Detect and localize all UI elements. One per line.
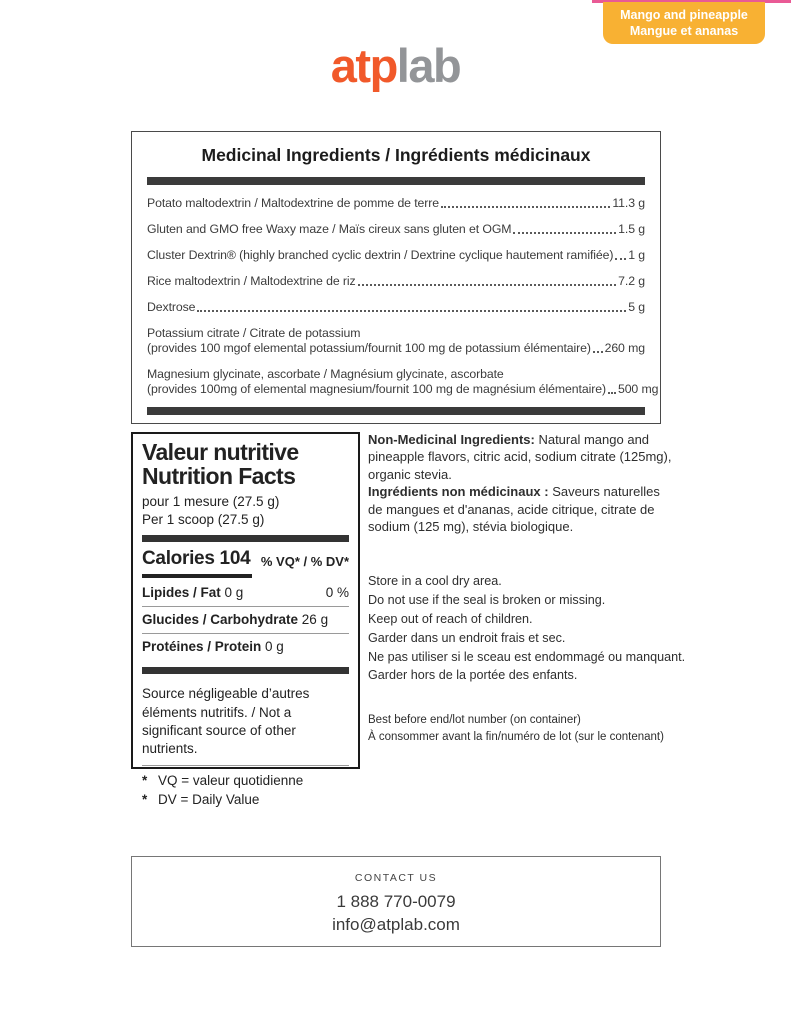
logo-atp: atp xyxy=(330,39,397,92)
footnote-mark: * xyxy=(142,772,148,788)
nutrient-amount: 0 g xyxy=(261,639,284,655)
nutrient-amount: 26 g xyxy=(298,612,329,628)
storage-line: Garder dans un endroit frais et sec. xyxy=(368,630,566,645)
ingredient-row xyxy=(147,196,645,211)
ingredient-name: Cluster Dextrin® (highly branched cyclic dextrin / Dextrine cyclique hautement ramifiée) xyxy=(147,248,614,262)
footnote-text: DV = Daily Value xyxy=(158,791,260,807)
ingredient-row xyxy=(147,300,645,315)
ingredient-name-line1: Potassium citrate / Citrate de potassium xyxy=(147,326,361,340)
medicinal-ingredients-panel xyxy=(131,131,661,424)
thick-rule xyxy=(142,667,349,674)
nutrition-facts-panel xyxy=(131,432,360,807)
nutrient-amount: 0 g xyxy=(220,585,244,601)
divider-bar-bottom xyxy=(147,407,645,415)
nutrition-title-en: Nutrition Facts xyxy=(142,462,296,489)
contact-phone: 1 888 770-0079 xyxy=(336,892,456,911)
dot-leader xyxy=(593,351,603,353)
dot-leader xyxy=(358,284,617,286)
dot-leader xyxy=(608,392,616,394)
contact-heading: CONTACT US xyxy=(354,872,438,884)
ingredient-amount: 500 mg xyxy=(617,382,659,396)
ingredient-amount: 7.2 g xyxy=(618,274,645,288)
nutrition-note: Source négligeable d’autres éléments nutritifs. / Not a significant source of other nutrients. xyxy=(142,686,310,756)
ingredient-name: Potato maltodextrin / Maltodextrine de pomme de terre xyxy=(147,196,440,210)
nutrient-row xyxy=(142,633,349,660)
contact-email: info@atplab.com xyxy=(332,915,460,934)
ingredient-name: Rice maltodextrin / Maltodextrine de riz xyxy=(147,274,356,288)
medicinal-title: Medicinal Ingredients / Ingrédients médicinaux xyxy=(201,145,591,165)
daily-value-header: % VQ* / % DV* xyxy=(260,554,349,570)
ingredient-row xyxy=(147,367,659,397)
storage-warnings xyxy=(368,572,685,685)
non-medicinal-ingredients xyxy=(368,431,676,535)
ingredient-amount: 5 g xyxy=(628,300,645,314)
serving-size-fr: pour 1 mesure (27.5 g) xyxy=(142,493,280,509)
ingredient-row xyxy=(147,274,645,289)
dot-leader xyxy=(441,206,610,208)
brand-logo xyxy=(0,39,791,92)
dot-leader xyxy=(615,258,626,260)
ingredient-name-line1: Magnesium glycinate, ascorbate / Magnésium glycinate, ascorbate xyxy=(147,367,504,381)
ingredient-name-line2: (provides 100mg of elemental magnesium/fournit 100 mg de magnésium élémentaire) xyxy=(147,382,606,396)
ingredient-row xyxy=(147,222,645,237)
dot-leader xyxy=(513,232,616,234)
nonmed-text-en: Natural mango and pineapple flavors, citric acid, sodium citrate (125mg), organic stevia. xyxy=(368,432,672,482)
nutrient-row xyxy=(142,578,349,606)
flavour-badge xyxy=(603,2,765,44)
dot-leader xyxy=(197,310,626,312)
storage-line: Store in a cool dry area. xyxy=(368,574,502,588)
ingredient-name: Dextrose xyxy=(147,300,196,314)
nutrition-title-fr: Valeur nutritive xyxy=(142,439,299,465)
footnote-mark: * xyxy=(142,791,148,807)
ingredient-row xyxy=(147,326,645,356)
calories-value: Calories 104 xyxy=(142,548,251,570)
logo-lab: lab xyxy=(396,39,461,92)
nutrient-row xyxy=(142,606,349,633)
nonmed-text-fr: Saveurs naturelles de mangues et d'ananas, acide citrique, citrate de sodium (125 mg), stévia biologique. xyxy=(368,484,660,535)
ingredient-amount: 11.3 g xyxy=(612,196,645,210)
nutrient-label: Glucides / Carbohydrate xyxy=(142,612,299,628)
nutrient-dv: 0 % xyxy=(325,585,349,601)
divider-bar-top xyxy=(147,177,645,185)
ingredient-amount: 260 mg xyxy=(604,341,645,355)
flavour-en: Mango and pineapple xyxy=(620,7,748,22)
footnote xyxy=(142,772,349,791)
ingredient-row xyxy=(147,248,645,263)
lot-number-note xyxy=(368,712,664,745)
footnote-text: VQ = valeur quotidienne xyxy=(158,772,304,788)
storage-line: Do not use if the seal is broken or missing. xyxy=(368,592,606,607)
flavour-fr: Mangue et ananas xyxy=(629,24,739,38)
lot-line-fr: À consommer avant la fin/numéro de lot (sur le contenant) xyxy=(368,730,664,743)
nonmed-label-en: Non-Medicinal Ingredients: xyxy=(368,432,535,447)
nutrient-label: Protéines / Protein xyxy=(142,639,262,655)
ingredient-amount: 1.5 g xyxy=(618,222,645,236)
lot-line-en: Best before end/lot number (on container) xyxy=(368,714,581,726)
ingredient-name-line2: (provides 100 mgof elemental potassium/fournit 100 mg de potassium élémentaire) xyxy=(147,341,591,355)
nonmed-label-fr: Ingrédients non médicinaux : xyxy=(368,484,549,500)
storage-line: Keep out of reach of children. xyxy=(368,611,533,626)
serving-size-en: Per 1 scoop (27.5 g) xyxy=(142,511,265,527)
footnote xyxy=(142,791,349,810)
thick-rule xyxy=(142,535,349,542)
storage-line: Ne pas utiliser si le sceau est endommagé ou manquant. xyxy=(368,649,686,664)
nutrient-label: Lipides / Fat xyxy=(142,585,221,601)
ingredient-name: Gluten and GMO free Waxy maze / Maïs cireux sans gluten et OGM xyxy=(147,222,512,236)
contact-panel xyxy=(131,856,661,947)
ingredient-amount: 1 g xyxy=(628,248,645,262)
storage-line: Garder hors de la portée des enfants. xyxy=(368,668,578,683)
